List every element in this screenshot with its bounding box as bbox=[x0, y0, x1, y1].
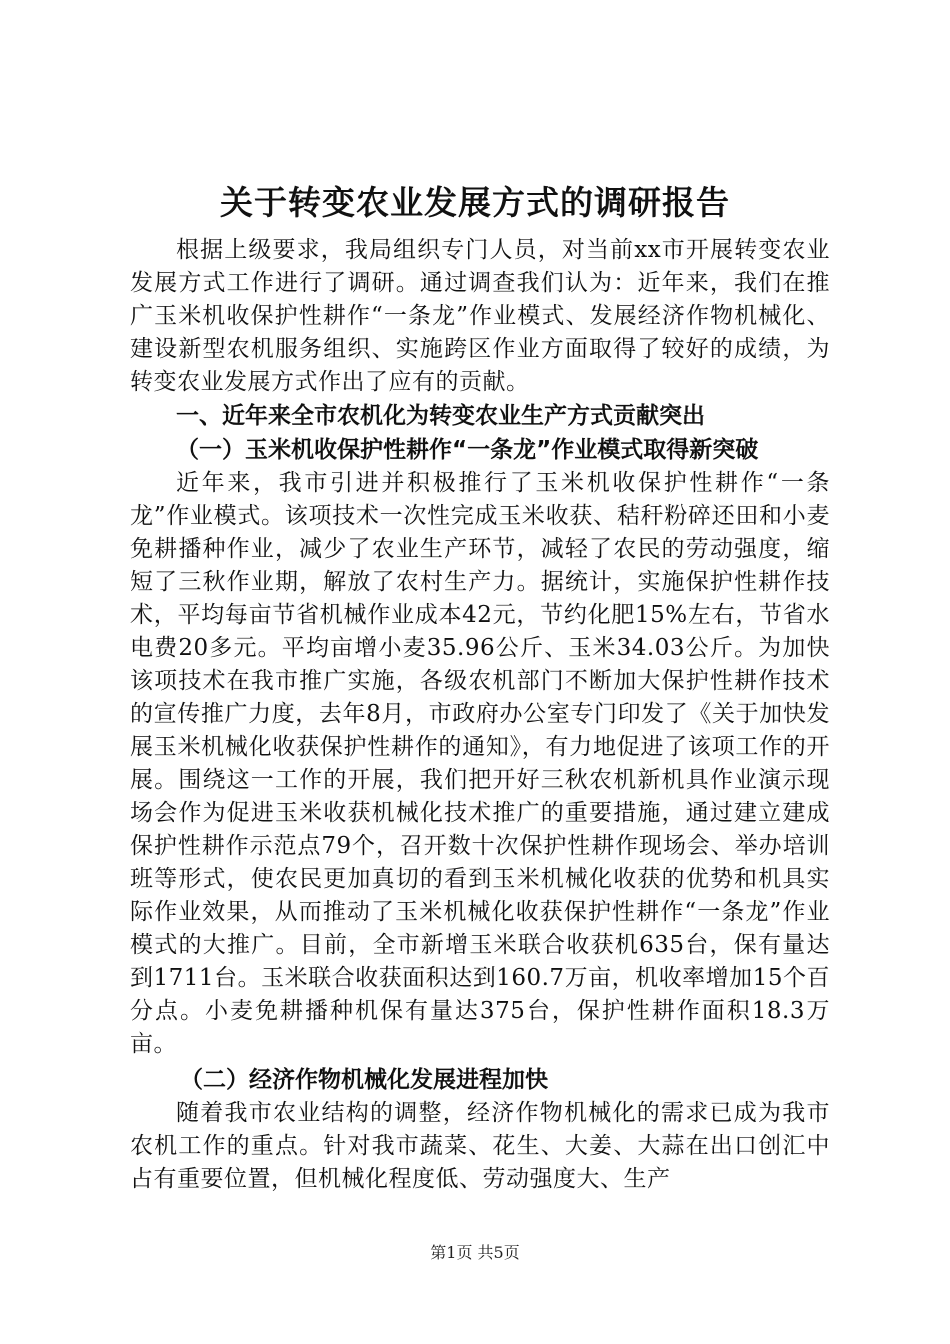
subsection-2-paragraph: 随着我市农业结构的调整，经济作物机械化的需求已成为我市农机工作的重点。针对我市蔬菜、花生、大姜、大蒜在出口创汇中占有重要位置，但机械化程度低、劳动强度大、生产 bbox=[130, 1100, 830, 1192]
intro-paragraph: 根据上级要求，我局组织专门人员，对当前xx市开展转变农业发展方式工作进行了调研。通过调查我们认为：近年来，我们在推广玉米机收保护性耕作“一条龙”作业模式、发展经济作物机械化、建设新型农机服务组织、实施跨区作业方面取得了较好的成绩，为转变农业发展方式作出了应有的贡献。 bbox=[130, 237, 830, 395]
subsection-heading-2: （二）经济作物机械化发展进程加快 bbox=[180, 1067, 548, 1093]
section-heading-1: 一、近年来全市农机化为转变农业生产方式贡献突出 bbox=[176, 403, 705, 429]
document-body bbox=[130, 234, 830, 1196]
subsection-1-paragraph: 近年来，我市引进并积极推行了玉米机收保护性耕作“一条龙”作业模式。该项技术一次性完成玉米收获、秸秆粉碎还田和小麦免耕播种作业，减少了农业生产环节，减轻了农民的劳动强度，缩短了三秋作业期，解放了农村生产力。据统计，实施保护性耕作技术，平均每亩节省机械作业成本42元，节约化肥15%左右，节省水电费20多元。平均亩增小麦35.96公斤、玉米34.03公斤。为加快该项技术在我市推广实施，各级农机部门不断加大保护性耕作技术的宣传推广力度，去年8月，市政府办公室专门印发了《关于加快发展玉米机械化收获保护性耕作的通知》，有力地促进了该项工作的开展。围绕这一工作的开展，我们把开好三秋农机新机具作业演示现场会作为促进玉米收获机械化技术推广的重要措施，通过建立建成保护性耕作示范点79个，召开数十次保护性耕作现场会、举办培训班等形式，使农民更加真切的看到玉米机械化收获的优势和机具实际作业效果，从而推动了玉米机械化收获保护性耕作“一条龙”作业模式的大推广。目前，全市新增玉米联合收获机635台，保有量达到1711台。玉米联合收获面积达到160.7万亩，机收率增加15个百分点。小麦免耕播种机保有量达375台，保护性耕作面积18.3万亩。 bbox=[130, 470, 830, 1057]
page-footer: 第1页 共5页 bbox=[430, 1243, 520, 1262]
document-title: 关于转变农业发展方式的调研报告 bbox=[220, 183, 730, 222]
subsection-heading-1: （一）玉米机收保护性耕作“一条龙”作业模式取得新突破 bbox=[176, 437, 759, 463]
